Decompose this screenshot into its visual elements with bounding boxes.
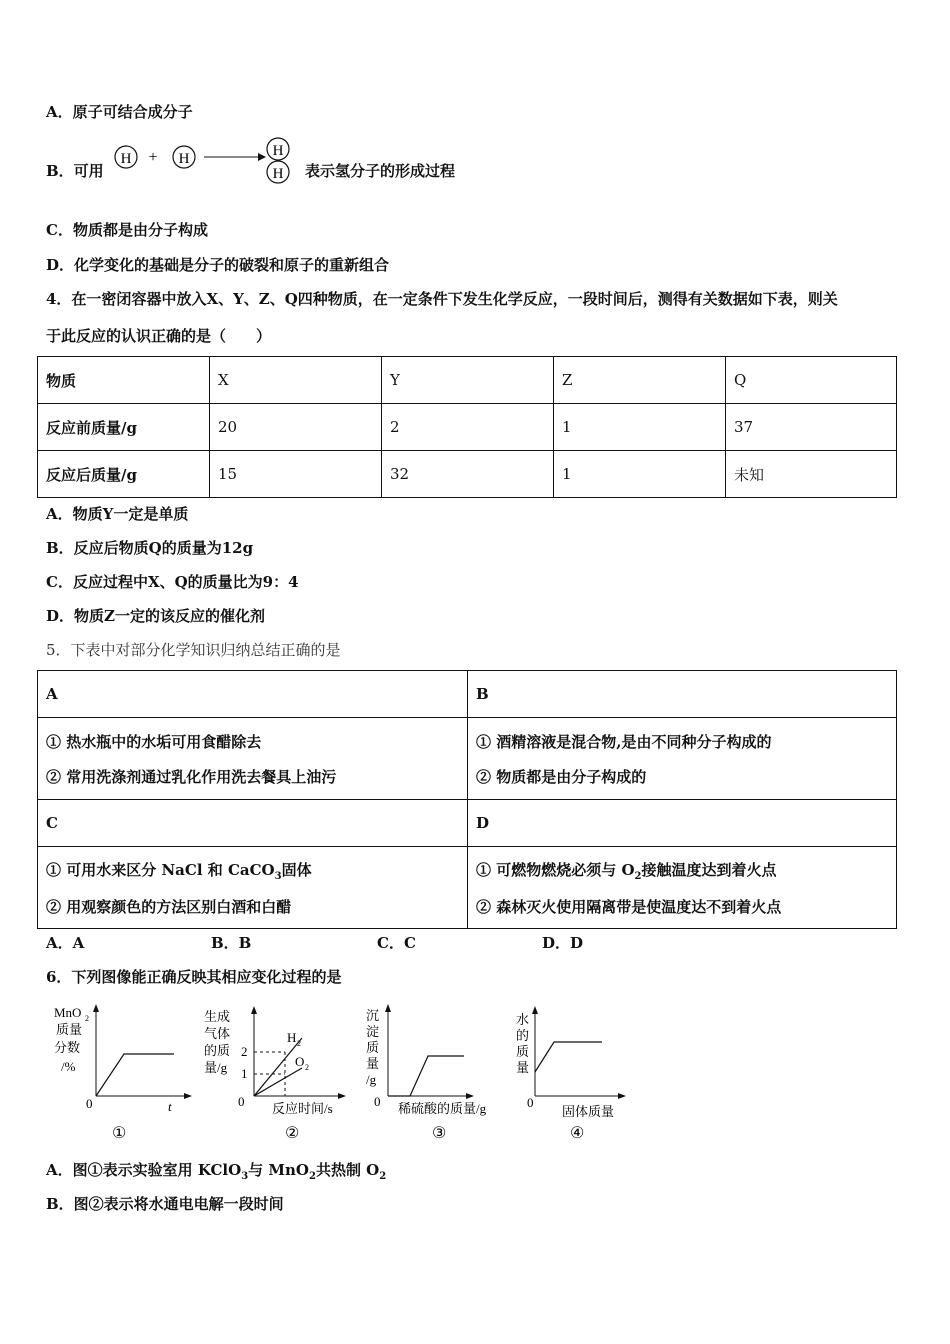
graph-3: [366, 1004, 487, 1142]
graph2-ylabel-2: 气体: [204, 1026, 231, 1041]
q5-answer-b: B．B: [211, 934, 252, 952]
q5-stem: 5．下表中对部分化学知识归纳总结正确的是: [46, 641, 341, 659]
graph1-curve: [96, 1054, 174, 1096]
graph1-ylabel-3: 分数: [54, 1040, 81, 1055]
cell-c-body: [38, 847, 468, 929]
graph4-xlabel: 固体质量: [562, 1104, 615, 1119]
graph4-origin: 0: [527, 1095, 534, 1110]
q5-answer-a: A．A: [46, 934, 85, 952]
q3-option-d: D．化学变化的基础是分子的破裂和原子的重新组合: [46, 256, 390, 274]
cell-a-body: [38, 718, 468, 800]
q3-option-b-prefix: B．可用: [46, 162, 104, 180]
q5-answer-d: D．D: [542, 934, 584, 952]
table-row: [38, 847, 897, 929]
graph-2: [204, 1006, 346, 1142]
table-cell: 1: [554, 404, 726, 451]
q6-option-b: B．图②表示将水通电电解一段时间: [46, 1195, 284, 1213]
graph2-ylabel-3: 的质: [204, 1043, 231, 1058]
graph2-o2-sub: 2: [305, 1063, 309, 1072]
table-cell: 2: [382, 404, 554, 451]
graph2-ylabel-1: 生成: [204, 1009, 231, 1024]
graph2-number: ②: [285, 1125, 300, 1142]
graph3-number: ③: [432, 1125, 447, 1142]
graph-4: [516, 1006, 626, 1142]
graph2-ylabel-4: 量/g: [204, 1060, 228, 1075]
graph3-xlabel: 稀硫酸的质量/g: [398, 1101, 487, 1116]
table-cell: 37: [726, 404, 897, 451]
graph4-ylabel-3: 质: [516, 1044, 530, 1059]
b-item-1: ① 酒精溶液是混合物,是由不同种分子构成的: [476, 732, 772, 751]
table-row: [38, 718, 897, 800]
graph3-curve: [388, 1056, 464, 1096]
graph3-ylabel-2: 淀: [366, 1024, 380, 1039]
molecule-h-top: H: [272, 143, 284, 159]
graph1-xlabel: t: [168, 1099, 172, 1114]
graph1-origin: 0: [86, 1096, 93, 1111]
cell-d-body: [468, 847, 897, 929]
graph4-number: ④: [570, 1125, 585, 1142]
table-cell: 物质: [38, 357, 210, 404]
b-item-2: ② 物质都是由分子构成的: [476, 767, 647, 786]
graph1-ylabel-1-sub: 2: [85, 1014, 89, 1023]
graph2-tick-1: 1: [241, 1066, 248, 1081]
table-cell: Y: [382, 357, 554, 404]
d-item-1: ① 可燃物燃烧必须与 $O_2$接触温度达到着火点: [476, 860, 777, 882]
graph2-h2-sub: 2: [297, 1039, 301, 1048]
table-cell: X: [210, 357, 382, 404]
graph1-number: ①: [112, 1125, 127, 1142]
table-cell: Q: [726, 357, 897, 404]
cell-c-head: C: [38, 800, 468, 847]
cell-a-head: A: [38, 671, 468, 718]
table-row: [38, 800, 897, 847]
graph2-xlabel: 反应时间/s: [272, 1101, 333, 1116]
q3-option-a: A．原子可结合成分子: [46, 103, 193, 121]
table-cell: 20: [210, 404, 382, 451]
graph4-ylabel-4: 量: [516, 1060, 530, 1075]
molecule-h-bottom: H: [272, 166, 284, 182]
graph3-ylabel-5: /g: [366, 1072, 377, 1087]
table-cell: 反应后质量/g: [38, 451, 210, 498]
graph3-ylabel-3: 质: [366, 1040, 380, 1055]
graph3-ylabel-4: 量: [366, 1056, 380, 1071]
graph1-ylabel-4: /%: [61, 1059, 76, 1074]
hydrogen-molecule-diagram: [110, 130, 305, 190]
q4-data-table: [37, 356, 897, 498]
q4-option-b: B．反应后物质Q的质量为12g: [46, 539, 254, 557]
q3-option-b-suffix: 表示氢分子的形成过程: [305, 162, 456, 180]
q6-stem: 6．下列图像能正确反映其相应变化过程的是: [46, 968, 342, 986]
q4-option-c: C．反应过程中X、Q的质量比为9：4: [46, 573, 299, 591]
graph2-origin: 0: [238, 1094, 245, 1109]
cell-b-head: B: [468, 671, 897, 718]
table-row: [38, 451, 897, 498]
q5-knowledge-table: [37, 670, 897, 929]
c-item-2: ② 用观察颜色的方法区别白酒和白醋: [46, 897, 292, 916]
q6-option-a: A．图①表示实验室用 KClO$_3$与 MnO$_2$共热制 $O_2$: [46, 1161, 387, 1182]
table-cell: 1: [554, 451, 726, 498]
table-cell: Z: [554, 357, 726, 404]
table-row: [38, 357, 897, 404]
graph3-origin: 0: [374, 1094, 381, 1109]
c-item-1: ① 可用水来区分 NaCl 和 CaCO$_3$固体: [46, 860, 312, 882]
q4-stem-line1: 4．在一密闭容器中放入X、Y、Z、Q四种物质，在一定条件下发生化学反应，一段时间后，测得有关数据如下表，则关: [46, 290, 838, 308]
graph3-ylabel-1: 沉: [366, 1008, 380, 1023]
a-item-1: ① 热水瓶中的水垢可用食醋除去: [46, 732, 262, 751]
table-cell: 15: [210, 451, 382, 498]
q5-answer-c: C．C: [377, 934, 416, 952]
q4-option-a: A．物质Y一定是单质: [46, 505, 189, 523]
graph-1: [54, 1004, 192, 1142]
graph2-o2-label: O: [295, 1054, 305, 1069]
graph4-ylabel-2: 的: [516, 1028, 530, 1043]
q6-graphs: [40, 1000, 660, 1150]
table-row: [38, 404, 897, 451]
graph1-ylabel-1: MnO: [54, 1005, 82, 1020]
graph4-ylabel-1: 水: [516, 1012, 530, 1027]
graph2-tick-2: 2: [241, 1044, 248, 1059]
graph2-h2-label: H: [287, 1030, 297, 1045]
q4-stem-line2: 于此反应的认识正确的是（ ）: [46, 327, 272, 345]
graph2-o2-line: [254, 1068, 302, 1096]
a-item-2: ② 常用洗涤剂通过乳化作用洗去餐具上油污: [46, 767, 337, 786]
q3-option-c: C．物质都是由分子构成: [46, 221, 208, 239]
cell-d-head: D: [468, 800, 897, 847]
graph1-ylabel-2: 质量: [56, 1022, 83, 1037]
cell-b-body: [468, 718, 897, 800]
q4-option-d: D．物质Z一定的该反应的催化剂: [46, 607, 265, 625]
table-cell: 32: [382, 451, 554, 498]
plus-sign: +: [148, 149, 158, 166]
d-item-2: ② 森林灭火使用隔离带是使温度达不到着火点: [476, 897, 782, 916]
graph4-curve: [535, 1042, 602, 1072]
table-cell: 未知: [726, 451, 897, 498]
table-row: [38, 671, 897, 718]
table-cell: 反应前质量/g: [38, 404, 210, 451]
atom-h-1: H: [120, 151, 132, 167]
atom-h-2: H: [178, 151, 190, 167]
